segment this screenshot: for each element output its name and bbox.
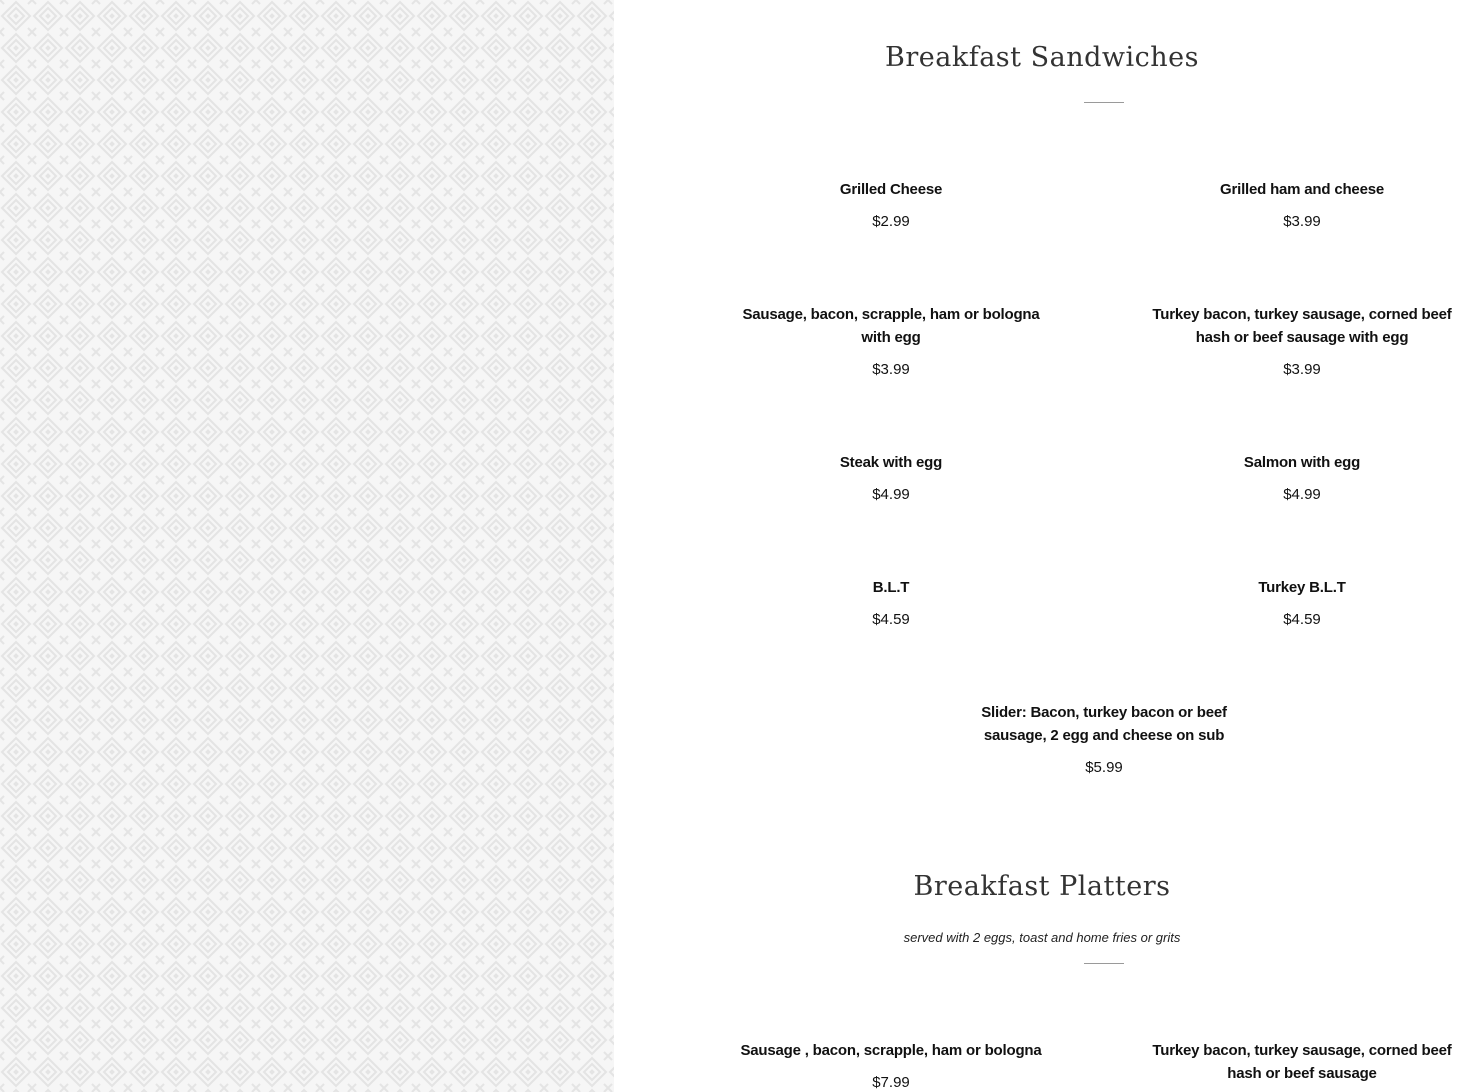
menu-item	[736, 178, 1046, 232]
menu-item-name: Sausage , bacon, scrapple, ham or bologna	[740, 1042, 1042, 1059]
menu-item-price: $4.99	[1283, 486, 1321, 503]
menu-item-name: Salmon with egg	[1243, 454, 1361, 471]
menu-item-price: $3.99	[1283, 361, 1321, 378]
decorative-pattern-panel	[0, 0, 614, 1092]
menu-item-name: Grilled Cheese	[839, 181, 943, 198]
menu-item	[1147, 451, 1457, 505]
menu-content	[614, 0, 1470, 1092]
section-divider	[1084, 102, 1124, 103]
geometric-pattern-background	[0, 0, 614, 1092]
menu-item-name: Turkey B.L.T	[1258, 579, 1346, 596]
menu-item	[1147, 576, 1457, 630]
menu-item	[1147, 303, 1457, 380]
section-divider	[1084, 963, 1124, 964]
menu-item	[736, 576, 1046, 630]
menu-item-price: $3.99	[1283, 213, 1321, 230]
menu-item-name: Turkey bacon, turkey sausage, corned beef hash or beef sausage with egg	[1152, 306, 1452, 346]
menu-item	[948, 701, 1260, 778]
menu-item-price: $2.99	[872, 213, 910, 230]
menu-item-name: Sausage, bacon, scrapple, ham or bologna with egg	[742, 306, 1040, 346]
section-title-breakfast-platters: Breakfast Platters	[913, 871, 1171, 902]
menu-item	[1147, 178, 1457, 232]
menu-item-price: $4.59	[1283, 611, 1321, 628]
menu-item-price: $7.99	[872, 1074, 910, 1091]
menu-item	[736, 303, 1046, 380]
menu-item-price: $4.99	[872, 486, 910, 503]
menu-item-price: $3.99	[872, 361, 910, 378]
menu-item-name: Grilled ham and cheese	[1220, 181, 1384, 198]
menu-item-price: $5.99	[1085, 759, 1123, 776]
menu-item-price: $4.59	[872, 611, 910, 628]
section-subtitle: served with 2 eggs, toast and home fries or grits	[903, 930, 1181, 945]
menu-item-name: Steak with egg	[839, 454, 943, 471]
section-title-breakfast-sandwiches: Breakfast Sandwiches	[885, 42, 1199, 73]
menu-item-name: Turkey bacon, turkey sausage, corned beef hash or beef sausage	[1152, 1042, 1452, 1082]
menu-item	[736, 451, 1046, 505]
menu-item	[1147, 1039, 1457, 1092]
menu-item-name: Slider: Bacon, turkey bacon or beef sausage, 2 egg and cheese on sub	[981, 704, 1227, 744]
menu-item-name: B.L.T	[872, 579, 910, 596]
menu-item	[736, 1039, 1046, 1092]
